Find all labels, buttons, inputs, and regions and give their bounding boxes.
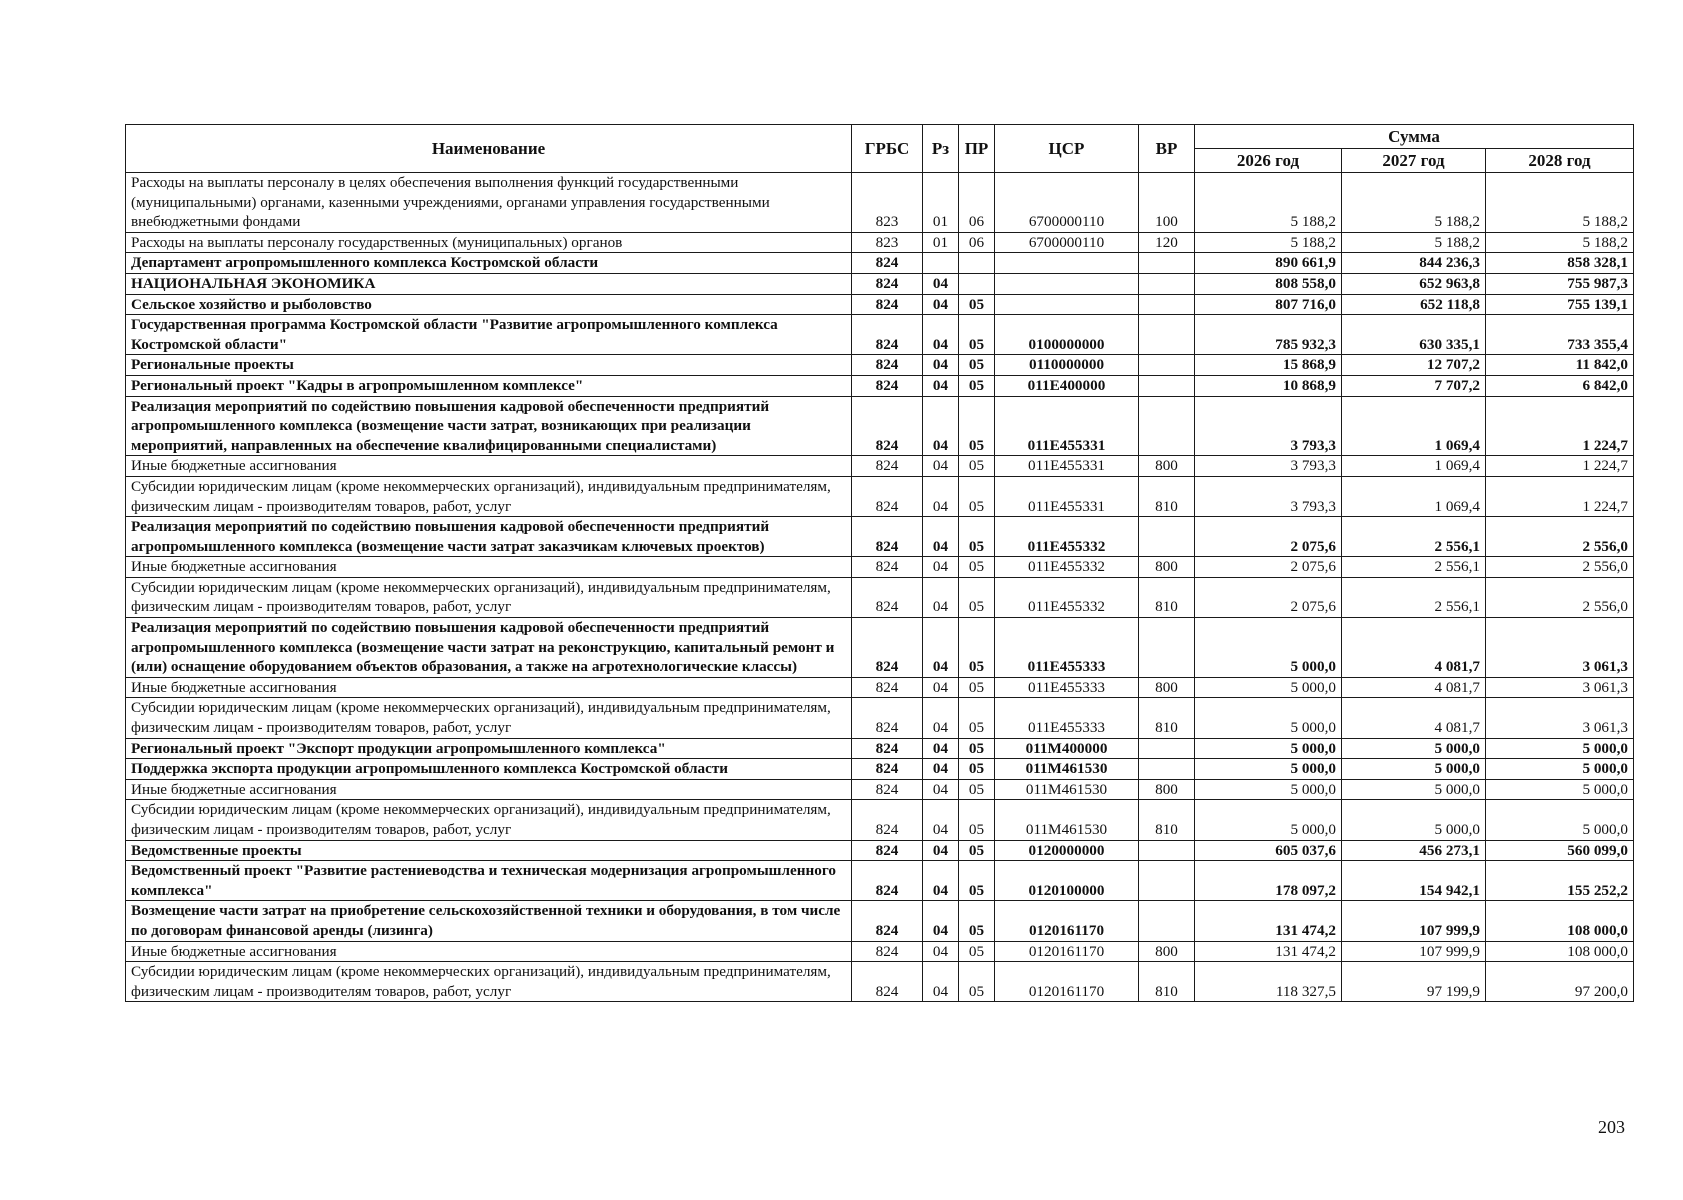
row-csr-cell: 6700000110 bbox=[995, 173, 1139, 233]
row-csr-cell: 0120161170 bbox=[995, 901, 1139, 941]
row-csr-cell: 0110000000 bbox=[995, 355, 1139, 376]
header-grbs: ГРБС bbox=[852, 125, 923, 173]
row-2026-cell: 807 716,0 bbox=[1195, 294, 1342, 315]
row-2027-cell: 1 069,4 bbox=[1342, 456, 1486, 477]
row-vr-cell: 800 bbox=[1139, 779, 1195, 800]
row-name-cell: Региональный проект "Экспорт продукции агропромышленного комплекса" bbox=[126, 738, 852, 759]
row-2027-cell: 5 188,2 bbox=[1342, 173, 1486, 233]
header-2028: 2028 год bbox=[1486, 149, 1634, 173]
row-2028-cell: 5 188,2 bbox=[1486, 232, 1634, 253]
row-grbs-cell: 824 bbox=[852, 759, 923, 780]
row-2027-cell: 4 081,7 bbox=[1342, 677, 1486, 698]
row-2027-cell: 652 118,8 bbox=[1342, 294, 1486, 315]
row-name-cell: Субсидии юридическим лицам (кроме некоммерческих организаций), индивидуальным предпринимателям, физическим лицам - производителям товаров, работ, услуг bbox=[126, 476, 852, 516]
row-csr-cell: 0120161170 bbox=[995, 962, 1139, 1002]
row-2026-cell: 5 000,0 bbox=[1195, 618, 1342, 678]
row-2026-cell: 785 932,3 bbox=[1195, 315, 1342, 355]
row-2027-cell: 5 000,0 bbox=[1342, 800, 1486, 840]
row-name-cell: Расходы на выплаты персоналу государственных (муниципальных) органов bbox=[126, 232, 852, 253]
row-2026-cell: 605 037,6 bbox=[1195, 840, 1342, 861]
row-rz-cell: 01 bbox=[923, 232, 959, 253]
row-pr-cell: 05 bbox=[959, 677, 995, 698]
row-rz-cell: 04 bbox=[923, 375, 959, 396]
row-vr-cell: 810 bbox=[1139, 577, 1195, 617]
row-vr-cell bbox=[1139, 861, 1195, 901]
table-row bbox=[126, 800, 1634, 840]
row-vr-cell: 800 bbox=[1139, 557, 1195, 578]
row-grbs-cell: 824 bbox=[852, 557, 923, 578]
row-2028-cell: 1 224,7 bbox=[1486, 476, 1634, 516]
row-name-cell: Региональные проекты bbox=[126, 355, 852, 376]
row-pr-cell: 06 bbox=[959, 173, 995, 233]
row-name-cell: Реализация мероприятий по содействию повышения кадровой обеспеченности предприятий агропромышленного комплекса (возмещение части затрат, возникающих при реализации мероприятий, направленных на обеспечение квалифицированными специалистами) bbox=[126, 396, 852, 456]
row-2027-cell: 652 963,8 bbox=[1342, 273, 1486, 294]
row-vr-cell bbox=[1139, 396, 1195, 456]
row-vr-cell bbox=[1139, 618, 1195, 678]
row-grbs-cell: 824 bbox=[852, 840, 923, 861]
row-vr-cell: 800 bbox=[1139, 941, 1195, 962]
row-rz-cell: 04 bbox=[923, 738, 959, 759]
row-grbs-cell: 824 bbox=[852, 476, 923, 516]
table-row bbox=[126, 517, 1634, 557]
row-2028-cell: 858 328,1 bbox=[1486, 253, 1634, 274]
row-grbs-cell: 824 bbox=[852, 779, 923, 800]
row-rz-cell: 04 bbox=[923, 396, 959, 456]
row-csr-cell: 011Е455332 bbox=[995, 577, 1139, 617]
table-row bbox=[126, 941, 1634, 962]
row-2026-cell: 178 097,2 bbox=[1195, 861, 1342, 901]
row-vr-cell bbox=[1139, 294, 1195, 315]
row-vr-cell: 120 bbox=[1139, 232, 1195, 253]
row-2026-cell: 131 474,2 bbox=[1195, 901, 1342, 941]
row-vr-cell bbox=[1139, 759, 1195, 780]
header-name: Наименование bbox=[126, 125, 852, 173]
row-2028-cell: 5 000,0 bbox=[1486, 779, 1634, 800]
row-vr-cell bbox=[1139, 315, 1195, 355]
row-2027-cell: 12 707,2 bbox=[1342, 355, 1486, 376]
row-rz-cell: 04 bbox=[923, 779, 959, 800]
row-pr-cell: 05 bbox=[959, 618, 995, 678]
row-rz-cell bbox=[923, 253, 959, 274]
row-pr-cell: 05 bbox=[959, 294, 995, 315]
row-rz-cell: 04 bbox=[923, 315, 959, 355]
table-row bbox=[126, 677, 1634, 698]
page-number: 203 bbox=[1598, 1117, 1625, 1137]
row-name-cell: Субсидии юридическим лицам (кроме некоммерческих организаций), индивидуальным предпринимателям, физическим лицам - производителям товаров, работ, услуг bbox=[126, 962, 852, 1002]
row-2027-cell: 154 942,1 bbox=[1342, 861, 1486, 901]
row-grbs-cell: 824 bbox=[852, 294, 923, 315]
table-row bbox=[126, 273, 1634, 294]
row-grbs-cell: 824 bbox=[852, 355, 923, 376]
row-csr-cell: 011Е455333 bbox=[995, 698, 1139, 738]
row-pr-cell: 06 bbox=[959, 232, 995, 253]
row-csr-cell: 011М461530 bbox=[995, 779, 1139, 800]
row-csr-cell: 011Е455331 bbox=[995, 396, 1139, 456]
row-grbs-cell: 824 bbox=[852, 456, 923, 477]
row-csr-cell: 6700000110 bbox=[995, 232, 1139, 253]
row-rz-cell: 04 bbox=[923, 355, 959, 376]
row-2026-cell: 890 661,9 bbox=[1195, 253, 1342, 274]
row-pr-cell: 05 bbox=[959, 738, 995, 759]
row-rz-cell: 04 bbox=[923, 800, 959, 840]
row-grbs-cell: 824 bbox=[852, 800, 923, 840]
row-name-cell: Возмещение части затрат на приобретение сельскохозяйственной техники и оборудования, в том числе по договорам финансовой аренды (лизинга) bbox=[126, 901, 852, 941]
row-2026-cell: 5 000,0 bbox=[1195, 738, 1342, 759]
row-2026-cell: 2 075,6 bbox=[1195, 577, 1342, 617]
row-2026-cell: 3 793,3 bbox=[1195, 476, 1342, 516]
row-rz-cell: 04 bbox=[923, 677, 959, 698]
table-row bbox=[126, 476, 1634, 516]
row-name-cell: Иные бюджетные ассигнования bbox=[126, 779, 852, 800]
row-vr-cell: 800 bbox=[1139, 456, 1195, 477]
row-csr-cell: 0120000000 bbox=[995, 840, 1139, 861]
row-csr-cell bbox=[995, 273, 1139, 294]
row-pr-cell: 05 bbox=[959, 779, 995, 800]
row-grbs-cell: 824 bbox=[852, 618, 923, 678]
table-row bbox=[126, 294, 1634, 315]
row-vr-cell bbox=[1139, 840, 1195, 861]
row-pr-cell: 05 bbox=[959, 456, 995, 477]
row-2026-cell: 5 000,0 bbox=[1195, 698, 1342, 738]
row-pr-cell bbox=[959, 253, 995, 274]
row-pr-cell: 05 bbox=[959, 759, 995, 780]
row-grbs-cell: 824 bbox=[852, 941, 923, 962]
row-2027-cell: 107 999,9 bbox=[1342, 901, 1486, 941]
row-2026-cell: 5 000,0 bbox=[1195, 677, 1342, 698]
row-2028-cell: 755 987,3 bbox=[1486, 273, 1634, 294]
table-row bbox=[126, 557, 1634, 578]
row-2028-cell: 755 139,1 bbox=[1486, 294, 1634, 315]
row-csr-cell bbox=[995, 294, 1139, 315]
row-name-cell: Департамент агропромышленного комплекса Костромской области bbox=[126, 253, 852, 274]
row-name-cell: Реализация мероприятий по содействию повышения кадровой обеспеченности предприятий агропромышленного комплекса (возмещение части затрат заказчикам ключевых проектов) bbox=[126, 517, 852, 557]
table-row bbox=[126, 861, 1634, 901]
row-rz-cell: 04 bbox=[923, 456, 959, 477]
row-vr-cell bbox=[1139, 738, 1195, 759]
row-name-cell: Субсидии юридическим лицам (кроме некоммерческих организаций), индивидуальным предпринимателям, физическим лицам - производителям товаров, работ, услуг bbox=[126, 800, 852, 840]
row-2027-cell: 5 000,0 bbox=[1342, 779, 1486, 800]
row-rz-cell: 04 bbox=[923, 962, 959, 1002]
row-pr-cell: 05 bbox=[959, 941, 995, 962]
row-csr-cell: 0100000000 bbox=[995, 315, 1139, 355]
table-row bbox=[126, 396, 1634, 456]
row-2026-cell: 5 000,0 bbox=[1195, 779, 1342, 800]
row-grbs-cell: 824 bbox=[852, 273, 923, 294]
header-vr: ВР bbox=[1139, 125, 1195, 173]
row-2026-cell: 131 474,2 bbox=[1195, 941, 1342, 962]
row-csr-cell: 011Е455333 bbox=[995, 677, 1139, 698]
row-grbs-cell: 824 bbox=[852, 315, 923, 355]
row-2028-cell: 5 000,0 bbox=[1486, 738, 1634, 759]
row-grbs-cell: 824 bbox=[852, 396, 923, 456]
header-pr: ПР bbox=[959, 125, 995, 173]
row-2026-cell: 808 558,0 bbox=[1195, 273, 1342, 294]
row-csr-cell: 011М461530 bbox=[995, 759, 1139, 780]
row-pr-cell bbox=[959, 273, 995, 294]
row-pr-cell: 05 bbox=[959, 962, 995, 1002]
row-2026-cell: 5 000,0 bbox=[1195, 800, 1342, 840]
row-pr-cell: 05 bbox=[959, 840, 995, 861]
row-2028-cell: 1 224,7 bbox=[1486, 396, 1634, 456]
row-name-cell: Поддержка экспорта продукции агропромышленного комплекса Костромской области bbox=[126, 759, 852, 780]
row-2026-cell: 15 868,9 bbox=[1195, 355, 1342, 376]
row-2027-cell: 4 081,7 bbox=[1342, 698, 1486, 738]
row-name-cell: Иные бюджетные ассигнования bbox=[126, 677, 852, 698]
row-rz-cell: 04 bbox=[923, 941, 959, 962]
row-csr-cell: 011Е455331 bbox=[995, 456, 1139, 477]
row-2027-cell: 107 999,9 bbox=[1342, 941, 1486, 962]
row-pr-cell: 05 bbox=[959, 557, 995, 578]
row-pr-cell: 05 bbox=[959, 396, 995, 456]
row-2026-cell: 2 075,6 bbox=[1195, 517, 1342, 557]
row-name-cell: Иные бюджетные ассигнования bbox=[126, 456, 852, 477]
row-vr-cell: 810 bbox=[1139, 698, 1195, 738]
row-2028-cell: 155 252,2 bbox=[1486, 861, 1634, 901]
row-2027-cell: 5 000,0 bbox=[1342, 759, 1486, 780]
table-header bbox=[126, 125, 1634, 173]
row-grbs-cell: 824 bbox=[852, 962, 923, 1002]
row-2028-cell: 2 556,0 bbox=[1486, 577, 1634, 617]
row-2027-cell: 2 556,1 bbox=[1342, 577, 1486, 617]
row-rz-cell: 04 bbox=[923, 618, 959, 678]
row-2028-cell: 3 061,3 bbox=[1486, 698, 1634, 738]
row-grbs-cell: 824 bbox=[852, 698, 923, 738]
row-grbs-cell: 824 bbox=[852, 517, 923, 557]
row-csr-cell: 011Е455332 bbox=[995, 517, 1139, 557]
row-name-cell: НАЦИОНАЛЬНАЯ ЭКОНОМИКА bbox=[126, 273, 852, 294]
row-rz-cell: 04 bbox=[923, 901, 959, 941]
table-row bbox=[126, 840, 1634, 861]
header-2027: 2027 год bbox=[1342, 149, 1486, 173]
row-2028-cell: 5 000,0 bbox=[1486, 800, 1634, 840]
row-rz-cell: 04 bbox=[923, 273, 959, 294]
row-2027-cell: 2 556,1 bbox=[1342, 517, 1486, 557]
row-name-cell: Ведомственный проект "Развитие растениеводства и техническая модернизация агропромышленного комплекса" bbox=[126, 861, 852, 901]
row-pr-cell: 05 bbox=[959, 901, 995, 941]
row-2026-cell: 5 188,2 bbox=[1195, 232, 1342, 253]
row-2028-cell: 108 000,0 bbox=[1486, 901, 1634, 941]
table-row bbox=[126, 779, 1634, 800]
table-row bbox=[126, 962, 1634, 1002]
table-row bbox=[126, 901, 1634, 941]
row-2027-cell: 844 236,3 bbox=[1342, 253, 1486, 274]
row-vr-cell: 800 bbox=[1139, 677, 1195, 698]
row-name-cell: Государственная программа Костромской области "Развитие агропромышленного комплекса Костромской области" bbox=[126, 315, 852, 355]
row-2028-cell: 5 000,0 bbox=[1486, 759, 1634, 780]
table-row bbox=[126, 375, 1634, 396]
row-vr-cell bbox=[1139, 375, 1195, 396]
row-name-cell: Иные бюджетные ассигнования bbox=[126, 557, 852, 578]
table-row bbox=[126, 577, 1634, 617]
row-2026-cell: 118 327,5 bbox=[1195, 962, 1342, 1002]
row-2028-cell: 97 200,0 bbox=[1486, 962, 1634, 1002]
row-grbs-cell: 824 bbox=[852, 253, 923, 274]
row-2026-cell: 3 793,3 bbox=[1195, 456, 1342, 477]
table-row bbox=[126, 173, 1634, 233]
row-pr-cell: 05 bbox=[959, 476, 995, 516]
row-name-cell: Региональный проект "Кадры в агропромышленном комплексе" bbox=[126, 375, 852, 396]
row-2027-cell: 1 069,4 bbox=[1342, 476, 1486, 516]
table-row bbox=[126, 355, 1634, 376]
row-rz-cell: 04 bbox=[923, 577, 959, 617]
row-csr-cell: 011М461530 bbox=[995, 800, 1139, 840]
row-rz-cell: 04 bbox=[923, 698, 959, 738]
row-2026-cell: 2 075,6 bbox=[1195, 557, 1342, 578]
row-grbs-cell: 824 bbox=[852, 901, 923, 941]
row-2028-cell: 3 061,3 bbox=[1486, 618, 1634, 678]
row-csr-cell: 011Е455331 bbox=[995, 476, 1139, 516]
table-row bbox=[126, 618, 1634, 678]
row-rz-cell: 04 bbox=[923, 517, 959, 557]
table-row bbox=[126, 738, 1634, 759]
row-2028-cell: 108 000,0 bbox=[1486, 941, 1634, 962]
header-rz: Рз bbox=[923, 125, 959, 173]
row-vr-cell bbox=[1139, 253, 1195, 274]
row-rz-cell: 04 bbox=[923, 840, 959, 861]
row-grbs-cell: 824 bbox=[852, 861, 923, 901]
row-vr-cell: 810 bbox=[1139, 800, 1195, 840]
table-row bbox=[126, 456, 1634, 477]
row-grbs-cell: 824 bbox=[852, 677, 923, 698]
row-2027-cell: 1 069,4 bbox=[1342, 396, 1486, 456]
header-sum: Сумма bbox=[1195, 125, 1634, 149]
row-pr-cell: 05 bbox=[959, 861, 995, 901]
row-name-cell: Субсидии юридическим лицам (кроме некоммерческих организаций), индивидуальным предпринимателям, физическим лицам - производителям товаров, работ, услуг bbox=[126, 698, 852, 738]
row-2027-cell: 5 000,0 bbox=[1342, 738, 1486, 759]
row-csr-cell: 011Е400000 bbox=[995, 375, 1139, 396]
row-pr-cell: 05 bbox=[959, 355, 995, 376]
row-csr-cell: 0120100000 bbox=[995, 861, 1139, 901]
row-2027-cell: 5 188,2 bbox=[1342, 232, 1486, 253]
row-pr-cell: 05 bbox=[959, 577, 995, 617]
row-rz-cell: 04 bbox=[923, 476, 959, 516]
row-csr-cell: 011Е455333 bbox=[995, 618, 1139, 678]
row-grbs-cell: 823 bbox=[852, 232, 923, 253]
table-row bbox=[126, 253, 1634, 274]
row-csr-cell: 011Е455332 bbox=[995, 557, 1139, 578]
row-vr-cell bbox=[1139, 901, 1195, 941]
row-name-cell: Сельское хозяйство и рыболовство bbox=[126, 294, 852, 315]
row-2028-cell: 1 224,7 bbox=[1486, 456, 1634, 477]
row-pr-cell: 05 bbox=[959, 800, 995, 840]
header-csr: ЦСР bbox=[995, 125, 1139, 173]
row-pr-cell: 05 bbox=[959, 375, 995, 396]
row-name-cell: Реализация мероприятий по содействию повышения кадровой обеспеченности предприятий агропромышленного комплекса (возмещение части затрат на реконструкцию, капитальный ремонт и (или) оснащение оборудованием объектов образования, а также на агротехнологические классы) bbox=[126, 618, 852, 678]
row-2027-cell: 2 556,1 bbox=[1342, 557, 1486, 578]
row-pr-cell: 05 bbox=[959, 315, 995, 355]
row-rz-cell: 04 bbox=[923, 557, 959, 578]
row-2026-cell: 5 188,2 bbox=[1195, 173, 1342, 233]
row-vr-cell: 810 bbox=[1139, 476, 1195, 516]
row-2027-cell: 630 335,1 bbox=[1342, 315, 1486, 355]
row-vr-cell: 810 bbox=[1139, 962, 1195, 1002]
row-2028-cell: 733 355,4 bbox=[1486, 315, 1634, 355]
row-2028-cell: 2 556,0 bbox=[1486, 517, 1634, 557]
row-vr-cell bbox=[1139, 273, 1195, 294]
table-row bbox=[126, 698, 1634, 738]
row-2028-cell: 560 099,0 bbox=[1486, 840, 1634, 861]
row-2028-cell: 2 556,0 bbox=[1486, 557, 1634, 578]
row-2028-cell: 6 842,0 bbox=[1486, 375, 1634, 396]
row-pr-cell: 05 bbox=[959, 698, 995, 738]
row-2027-cell: 97 199,9 bbox=[1342, 962, 1486, 1002]
row-name-cell: Иные бюджетные ассигнования bbox=[126, 941, 852, 962]
row-2026-cell: 10 868,9 bbox=[1195, 375, 1342, 396]
budget-table bbox=[125, 124, 1634, 1002]
row-2028-cell: 3 061,3 bbox=[1486, 677, 1634, 698]
row-rz-cell: 04 bbox=[923, 759, 959, 780]
row-grbs-cell: 823 bbox=[852, 173, 923, 233]
row-vr-cell bbox=[1139, 355, 1195, 376]
table-row bbox=[126, 759, 1634, 780]
row-2028-cell: 11 842,0 bbox=[1486, 355, 1634, 376]
row-vr-cell: 100 bbox=[1139, 173, 1195, 233]
row-2026-cell: 5 000,0 bbox=[1195, 759, 1342, 780]
table-row bbox=[126, 315, 1634, 355]
row-2027-cell: 7 707,2 bbox=[1342, 375, 1486, 396]
row-2028-cell: 5 188,2 bbox=[1486, 173, 1634, 233]
row-rz-cell: 04 bbox=[923, 861, 959, 901]
row-name-cell: Ведомственные проекты bbox=[126, 840, 852, 861]
row-grbs-cell: 824 bbox=[852, 738, 923, 759]
row-grbs-cell: 824 bbox=[852, 577, 923, 617]
row-pr-cell: 05 bbox=[959, 517, 995, 557]
row-2027-cell: 4 081,7 bbox=[1342, 618, 1486, 678]
row-grbs-cell: 824 bbox=[852, 375, 923, 396]
header-2026: 2026 год bbox=[1195, 149, 1342, 173]
table-body bbox=[126, 173, 1634, 1002]
row-csr-cell bbox=[995, 253, 1139, 274]
table-row bbox=[126, 232, 1634, 253]
row-csr-cell: 0120161170 bbox=[995, 941, 1139, 962]
row-rz-cell: 04 bbox=[923, 294, 959, 315]
row-name-cell: Субсидии юридическим лицам (кроме некоммерческих организаций), индивидуальным предпринимателям, физическим лицам - производителям товаров, работ, услуг bbox=[126, 577, 852, 617]
row-2026-cell: 3 793,3 bbox=[1195, 396, 1342, 456]
row-vr-cell bbox=[1139, 517, 1195, 557]
row-csr-cell: 011М400000 bbox=[995, 738, 1139, 759]
row-name-cell: Расходы на выплаты персоналу в целях обеспечения выполнения функций государственными (муниципальными) органами, казенными учреждениями, органами управления государственными внебюджетными фондами bbox=[126, 173, 852, 233]
row-rz-cell: 01 bbox=[923, 173, 959, 233]
row-2027-cell: 456 273,1 bbox=[1342, 840, 1486, 861]
